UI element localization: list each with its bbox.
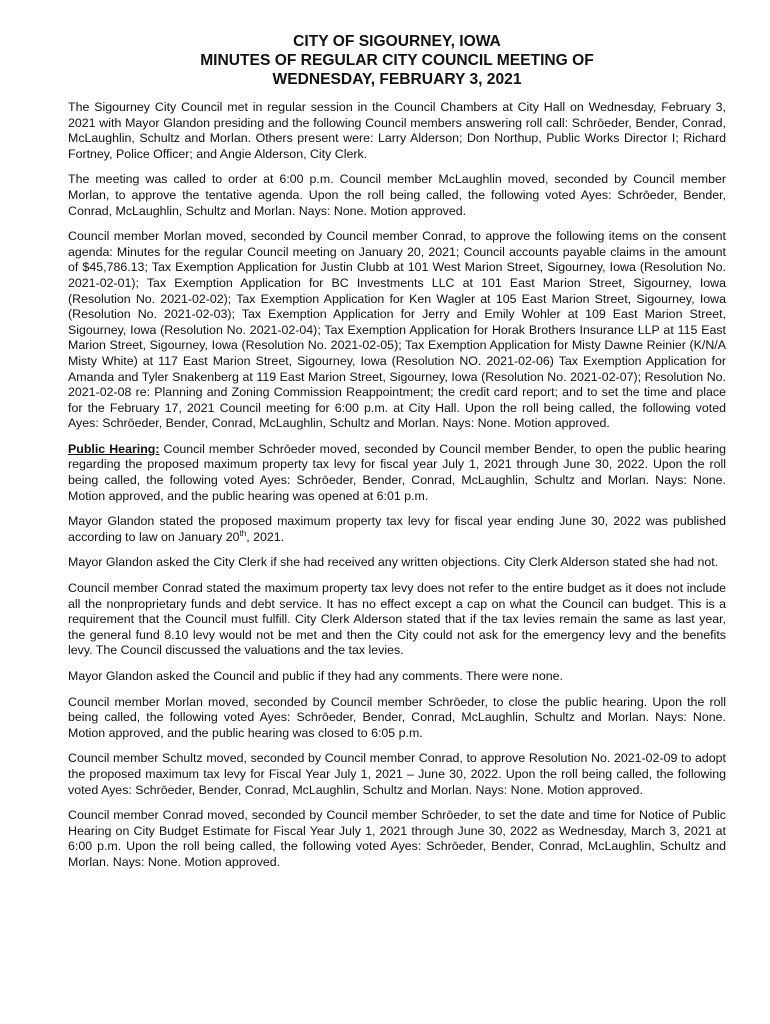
document-title <box>68 32 726 89</box>
paragraph-budget-hearing: Council member Conrad moved, seconded by Council member Schrōeder, to set the date and time for Notice of Public Hearing on City Budget Estimate for Fiscal Year July 1, 2021 through June 30, 2022 as Wednesday, March 3, 2021 at 6:00 p.m. Upon the roll being called, the following voted Ayes: Schrōeder, Bender, Conrad, McLaughlin, Schultz and Morlan. Nays: None. Motion approved. <box>68 808 726 869</box>
paragraph-close-hearing: Council member Morlan moved, seconded by Council member Schrōeder, to close the public hearing. Upon the roll being called, the following voted Ayes: Schrōeder, Bender, Conrad, McLaughlin, Schultz and Morlan. Nays: None. Motion approved, and the public hearing was closed to 6:05 p.m. <box>68 694 726 740</box>
levy-published-text: Mayor Glandon stated the proposed maximum property tax levy for fiscal year ending June 30, 2022 was published according to law on January 20 <box>68 514 726 544</box>
paragraph-public-hearing <box>68 442 726 504</box>
public-hearing-text: Council member Schrōeder moved, seconded by Council member Bender, to open the public hearing regarding the proposed maximum property tax levy for fiscal year July 1, 2021 through June 30, 2022. Upon the roll being called, the following voted Ayes: Schrōeder, Bender, Conrad, McLaughlin, Schultz and Morlan. Nays: None. Motion approved, and the public hearing was opened at 6:01 p.m. <box>68 441 726 503</box>
levy-published-end: , 2021. <box>246 529 285 544</box>
title-date: WEDNESDAY, FEBRUARY 3, 2021 <box>272 71 522 88</box>
title-minutes: MINUTES OF REGULAR CITY COUNCIL MEETING OF <box>200 52 594 69</box>
title-city: CITY OF SIGOURNEY, IOWA <box>293 33 501 50</box>
paragraph-levy-discussion: Council member Conrad stated the maximum property tax levy does not refer to the entire budget as it does not include all the nonproprietary funds and debt service. It has no effect except a cap on what the Council can budget. This is a requirement that the Council must fulfill. City Clerk Alderson stated that if the tax levies remain the same as last year, the general fund 8.10 levy would not be met and then the City could not ask for the emergency levy and the benefits levy. The Council discussed the valuations and the tax levies. <box>68 581 726 658</box>
ordinal-suffix: th <box>239 528 247 538</box>
paragraph-call-to-order: The meeting was called to order at 6:00 p.m. Council member McLaughlin moved, seconded by Council member Morlan, to approve the tentative agenda. Upon the roll being called, the following voted Ayes: Schrōeder, Bender, Conrad, McLaughlin, Schultz and Morlan. Nays: None. Motion approved. <box>68 172 726 218</box>
public-hearing-label: Public Hearing: <box>68 441 160 456</box>
paragraph-objections: Mayor Glandon asked the City Clerk if she had received any written objections. City Clerk Alderson stated she had not. <box>68 555 719 570</box>
paragraph-resolution-levy: Council member Schultz moved, seconded by Council member Conrad, to approve Resolution No. 2021-02-09 to adopt the proposed maximum tax levy for Fiscal Year July 1, 2021 – June 30, 2022. Upon the roll being called, the following voted Ayes: Schrōeder, Bender, Conrad, McLaughlin, Schultz and Morlan. Nays: None. Motion approved. <box>68 751 726 797</box>
paragraph-roll-call: The Sigourney City Council met in regular session in the Council Chambers at City Hall on Wednesday, February 3, 2021 with Mayor Glandon presiding and the following Council members answering roll call: Schrōeder, Bender, Conrad, McLaughlin, Schultz and Morlan. Others present were: Larry Alderson; Don Northup, Public Works Director I; Richard Fortney, Police Officer; and Angie Alderson, City Clerk. <box>68 100 726 161</box>
paragraph-comments: Mayor Glandon asked the Council and public if they had any comments. There were none. <box>68 669 563 683</box>
paragraph-consent-agenda: Council member Morlan moved, seconded by Council member Conrad, to approve the following items on the consent agenda: Minutes for the regular Council meeting on January 20, 2021; Council accounts payable claims in the amount of $45,786.13; Tax Exemption Application for Justin Clubb at 101 West Marion Street, Sigourney, Iowa (Resolution No. 2021-02-01); Tax Exemption Application for BC Investments LLC at 101 East Marion Street, Sigourney, Iowa (Resolution No. 2021-02-02); Tax Exemption Application for Ken Wagler at 105 East Marion Street, Sigourney, Iowa (Resolution No. 2021-02-03); Tax Exemption Application for Jerry and Emily Wohler at 109 East Marion Street, Sigourney, Iowa (Resolution No. 2021-02-04); Tax Exemption Application for Horak Brothers Insurance LLP at 115 East Marion Street, Sigourney, Iowa (Resolution No. 2021-02-05); Tax Exemption Application for Misty Dawne Reinier (K/N/A Misty White) at 117 East Marion Street, Sigourney, Iowa (Resolution NO. 2021-02-06) Tax Exemption Application for Amanda and Tyler Snakenberg at 119 East Marion Street, Sigourney, Iowa (Resolution No. 2021-02-07); Resolution No. 2021-02-08 re: Planning and Zoning Commission Reappointment; the credit card report; and to set the time and place for the February 17, 2021 Council meeting for 6:00 p.m. at City Hall. Upon the roll being called, the following voted Ayes: Schrōeder, Bender, Conrad, McLaughlin, Schultz and Morlan. Nays: None. Motion approved. <box>68 229 726 431</box>
paragraph-levy-published <box>68 514 726 545</box>
